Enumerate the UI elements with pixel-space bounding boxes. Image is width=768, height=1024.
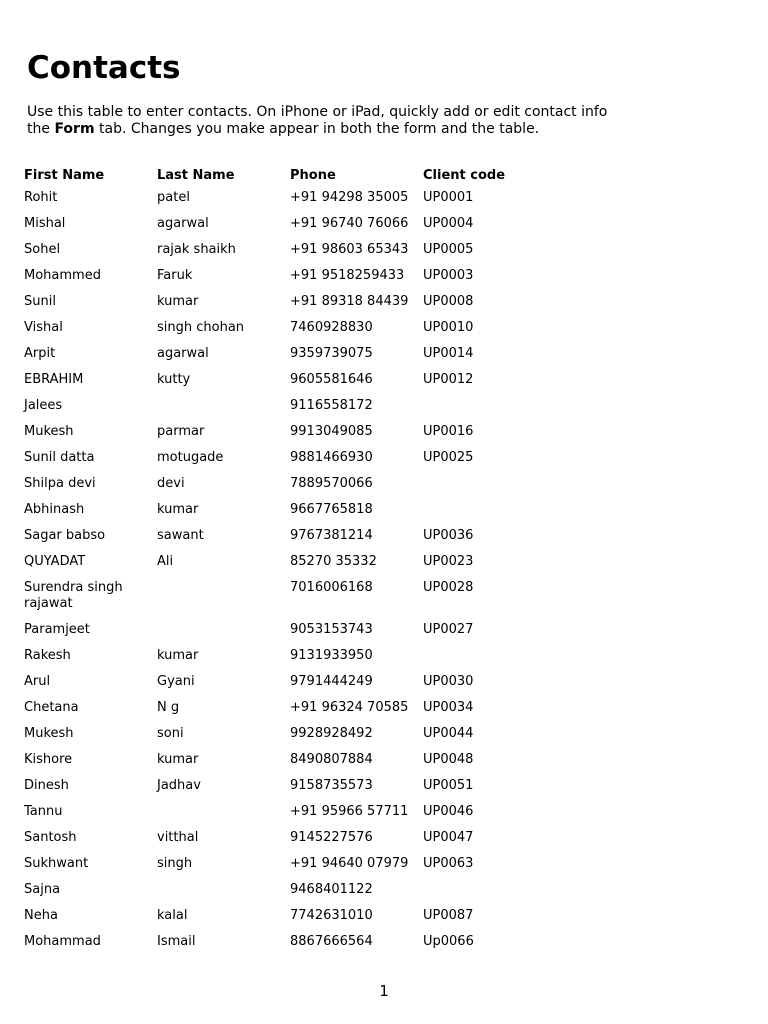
client-code-cell: UP0087 (423, 908, 474, 923)
phone-cell: 9667765818 (290, 502, 373, 517)
table-row (24, 528, 533, 554)
table-row (24, 804, 533, 830)
table-row (24, 398, 533, 424)
last-name-cell: devi (157, 476, 185, 491)
last-name-cell (157, 622, 290, 648)
last-name-cell: kumar (157, 502, 199, 517)
client-code-cell: UP0028 (423, 580, 474, 595)
client-code-cell (423, 398, 533, 424)
last-name-cell: kumar (157, 648, 199, 663)
last-name-cell: soni (157, 726, 184, 741)
last-name-cell: Gyani (157, 674, 195, 689)
client-code-cell: UP0027 (423, 622, 474, 637)
table-row (24, 320, 533, 346)
last-name-cell: kutty (157, 372, 191, 387)
table-row (24, 242, 533, 268)
phone-cell: +91 94640 07979 (290, 856, 409, 871)
phone-cell: 9767381214 (290, 528, 373, 543)
last-name-cell: patel (157, 190, 190, 205)
table-row (24, 268, 533, 294)
header-first-name: First Name (24, 168, 105, 183)
intro-text-part1: Use this table to enter contacts. On iPhone or iPad, quickly add or edit contact info the (27, 104, 608, 137)
first-name-cell: Rohit (24, 190, 58, 205)
phone-cell: 85270 35332 (290, 554, 377, 569)
client-code-cell: UP0012 (423, 372, 474, 387)
client-code-cell: UP0048 (423, 752, 474, 767)
last-name-cell: kalal (157, 908, 188, 923)
intro-text-part2: tab. Changes you make appear in both the form and the table. (94, 121, 540, 137)
table-row (24, 216, 533, 242)
client-code-cell: UP0046 (423, 804, 474, 819)
client-code-cell: UP0014 (423, 346, 474, 361)
last-name-cell: agarwal (157, 216, 209, 231)
intro-form-tab-label: Form (54, 121, 95, 137)
table-row (24, 752, 533, 778)
client-code-cell: UP0001 (423, 190, 474, 205)
first-name-cell: Mukesh (24, 726, 74, 741)
table-row (24, 580, 533, 622)
table-row (24, 502, 533, 528)
first-name-cell: Kishore (24, 752, 73, 767)
client-code-cell (423, 476, 533, 502)
first-name-cell: Tannu (24, 804, 63, 819)
last-name-cell: motugade (157, 450, 224, 465)
first-name-cell: Rakesh (24, 648, 71, 663)
table-row (24, 554, 533, 580)
last-name-cell: sawant (157, 528, 204, 543)
table-row (24, 450, 533, 476)
table-row (24, 934, 533, 960)
last-name-cell: singh (157, 856, 193, 871)
client-code-cell: Up0066 (423, 934, 474, 949)
first-name-cell: Arpit (24, 346, 56, 361)
client-code-cell: UP0010 (423, 320, 474, 335)
phone-cell: 7016006168 (290, 580, 373, 595)
phone-cell: 9605581646 (290, 372, 373, 387)
intro-text (27, 104, 627, 138)
phone-cell: +91 9518259433 (290, 268, 405, 283)
phone-cell: 8867666564 (290, 934, 373, 949)
table-row (24, 372, 533, 398)
phone-cell: +91 96324 70585 (290, 700, 409, 715)
table-row (24, 726, 533, 752)
client-code-cell: UP0030 (423, 674, 474, 689)
last-name-cell (157, 580, 290, 622)
header-last-name: Last Name (157, 168, 235, 183)
client-code-cell: UP0008 (423, 294, 474, 309)
first-name-cell: EBRAHIM (24, 372, 84, 387)
first-name-cell: Sunil (24, 294, 56, 309)
first-name-cell: Santosh (24, 830, 77, 845)
phone-cell: 9145227576 (290, 830, 373, 845)
last-name-cell (157, 398, 290, 424)
table-row (24, 346, 533, 372)
phone-cell: +91 98603 65343 (290, 242, 409, 257)
client-code-cell: UP0003 (423, 268, 474, 283)
client-code-cell: UP0025 (423, 450, 474, 465)
phone-cell: +91 94298 35005 (290, 190, 409, 205)
first-name-cell: Sagar babso (24, 528, 106, 543)
first-name-cell: Chetana (24, 700, 79, 715)
first-name-cell: Arul (24, 674, 51, 689)
client-code-cell: UP0005 (423, 242, 474, 257)
table-row (24, 648, 533, 674)
table-row (24, 622, 533, 648)
last-name-cell: rajak shaikh (157, 242, 236, 257)
phone-cell: +91 96740 76066 (290, 216, 409, 231)
first-name-cell: Dinesh (24, 778, 69, 793)
header-phone: Phone (290, 168, 336, 183)
client-code-cell (423, 882, 533, 908)
client-code-cell: UP0036 (423, 528, 474, 543)
first-name-cell: Shilpa devi (24, 476, 96, 491)
client-code-cell (423, 648, 533, 674)
phone-cell: 9881466930 (290, 450, 373, 465)
phone-cell: 7460928830 (290, 320, 373, 335)
client-code-cell: UP0016 (423, 424, 474, 439)
client-code-cell: UP0044 (423, 726, 474, 741)
table-row (24, 476, 533, 502)
first-name-cell: Mohammed (24, 268, 101, 283)
phone-cell: 9928928492 (290, 726, 373, 741)
table-row (24, 700, 533, 726)
client-code-cell: UP0023 (423, 554, 474, 569)
last-name-cell: parmar (157, 424, 205, 439)
last-name-cell (157, 804, 290, 830)
client-code-cell: UP0047 (423, 830, 474, 845)
phone-cell: 9131933950 (290, 648, 373, 663)
table-row (24, 190, 533, 216)
table-row (24, 882, 533, 908)
last-name-cell: N g (157, 700, 180, 715)
client-code-cell: UP0063 (423, 856, 474, 871)
table-row (24, 778, 533, 804)
first-name-cell: Mohammad (24, 934, 101, 949)
phone-cell: 9359739075 (290, 346, 373, 361)
first-name-cell: Sunil datta (24, 450, 95, 465)
client-code-cell: UP0051 (423, 778, 474, 793)
client-code-cell: UP0004 (423, 216, 474, 231)
client-code-cell (423, 502, 533, 528)
phone-cell: 9116558172 (290, 398, 373, 413)
last-name-cell: Ali (157, 554, 174, 569)
contacts-table-body (24, 190, 533, 960)
last-name-cell: agarwal (157, 346, 209, 361)
table-row (24, 424, 533, 450)
page-number: 1 (379, 982, 389, 1000)
phone-cell: 7889570066 (290, 476, 373, 491)
last-name-cell (157, 882, 290, 908)
table-row (24, 674, 533, 700)
first-name-cell: Jalees (24, 398, 63, 413)
phone-cell: 9791444249 (290, 674, 373, 689)
first-name-cell: Paramjeet (24, 622, 90, 637)
page-title: Contacts (27, 50, 181, 86)
header-client-code: Client code (423, 168, 506, 183)
first-name-cell: Sukhwant (24, 856, 89, 871)
table-row (24, 908, 533, 934)
last-name-cell: Ismail (157, 934, 196, 949)
first-name-cell: Abhinash (24, 502, 85, 517)
contacts-table (24, 167, 533, 960)
phone-cell: 8490807884 (290, 752, 373, 767)
last-name-cell: kumar (157, 294, 199, 309)
table-row (24, 830, 533, 856)
table-row (24, 294, 533, 320)
first-name-cell: Sohel (24, 242, 61, 257)
phone-cell: 9158735573 (290, 778, 373, 793)
phone-cell: 9913049085 (290, 424, 373, 439)
table-header-row (24, 167, 533, 190)
first-name-cell: Sajna (24, 882, 61, 897)
phone-cell: 7742631010 (290, 908, 373, 923)
last-name-cell: singh chohan (157, 320, 245, 335)
phone-cell: +91 95966 57711 (290, 804, 409, 819)
phone-cell: 9468401122 (290, 882, 373, 897)
first-name-cell: QUYADAT (24, 554, 86, 569)
table-row (24, 856, 533, 882)
last-name-cell: Faruk (157, 268, 193, 283)
last-name-cell: Jadhav (157, 778, 201, 793)
phone-cell: 9053153743 (290, 622, 373, 637)
first-name-cell: Vishal (24, 320, 63, 335)
first-name-cell: Neha (24, 908, 58, 923)
phone-cell: +91 89318 84439 (290, 294, 409, 309)
first-name-cell: Mishal (24, 216, 66, 231)
last-name-cell: vitthal (157, 830, 199, 845)
client-code-cell: UP0034 (423, 700, 474, 715)
last-name-cell: kumar (157, 752, 199, 767)
first-name-cell: Mukesh (24, 424, 74, 439)
first-name-cell: Surendra singh rajawat (24, 580, 123, 611)
